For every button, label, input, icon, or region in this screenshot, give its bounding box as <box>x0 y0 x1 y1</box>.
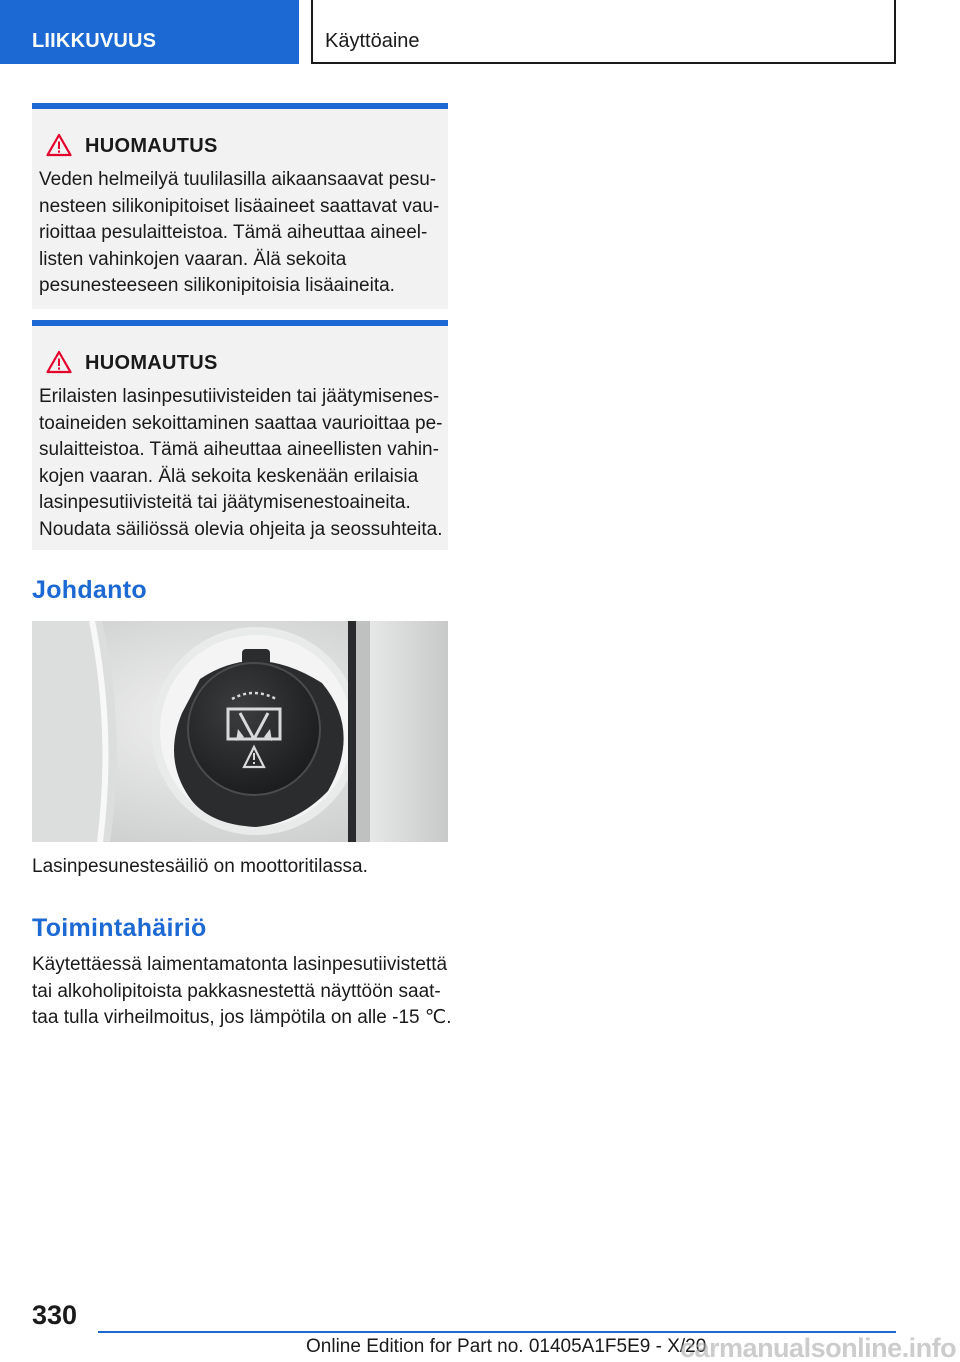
section-heading: Toimintahäiriö <box>32 914 207 942</box>
text-line: toaineiden sekoittaminen saattaa vaurioittaa pe- <box>39 412 443 434</box>
text-line: Noudata säiliössä olevia ohjeita ja seossuhteita. <box>39 518 443 540</box>
text-line: tai alkoholipitoista pakkasnestettä näyttöön saat- <box>32 980 441 1002</box>
text-line: Veden helmeilyä tuulilasilla aikaansaavat pesu- <box>39 169 437 190</box>
page-number: 330 <box>32 1300 78 1330</box>
notice-text <box>39 167 440 300</box>
notice-text <box>39 384 443 544</box>
text-line: kojen vaaran. Älä sekoita keskenään erilaisia <box>39 465 419 487</box>
text-line: taa tulla virheilmoitus, jos lämpötila on alle -15 ℃. <box>32 1007 452 1029</box>
section-title: LIIKKUVUUS <box>32 30 157 52</box>
notice-box <box>32 103 448 309</box>
edition-text: Online Edition for Part no. 01405A1F5E9 - X/20 <box>306 1336 707 1357</box>
text-line: pesunesteeseen silikonipitoisia lisäaineita. <box>39 275 395 297</box>
chapter-title: Käyttöaine <box>325 30 420 52</box>
text-line: Käytettäessä laimentamatonta lasinpesutiivistettä <box>32 954 448 975</box>
text-line: nesteen silikonipitoiset lisäaineet saattavat vau- <box>39 195 440 217</box>
malfunction-text <box>32 952 452 1032</box>
watermark: carmanualsonline.info <box>680 1333 957 1362</box>
section-heading: Johdanto <box>32 576 147 604</box>
chapter-tab <box>311 0 896 64</box>
warning-triangle-icon <box>46 133 76 159</box>
notice-box <box>32 320 448 550</box>
notice-title: HUOMAUTUS <box>85 351 218 374</box>
warning-triangle-icon <box>46 350 76 376</box>
text-line: Erilaisten lasinpesutiivisteiden tai jäätymisenes- <box>39 386 440 407</box>
text-line: rioittaa pesulaitteistoa. Tämä aiheuttaa aineel- <box>39 222 428 244</box>
section-tab <box>0 0 299 64</box>
text-line: listen vahinkojen vaaran. Älä sekoita <box>39 248 347 270</box>
text-line: lasinpesutiivisteitä tai jäätymisenestoaineita. <box>39 492 411 514</box>
notice-header <box>39 348 440 378</box>
washer-reservoir-photo <box>32 621 448 842</box>
text-line: sulaitteistoa. Tämä aiheuttaa aineellisten vahin- <box>39 439 439 461</box>
notice-header <box>39 131 440 161</box>
photo-caption: Lasinpesunestesäiliö on moottoritilassa. <box>32 856 368 877</box>
notice-title: HUOMAUTUS <box>85 134 218 157</box>
